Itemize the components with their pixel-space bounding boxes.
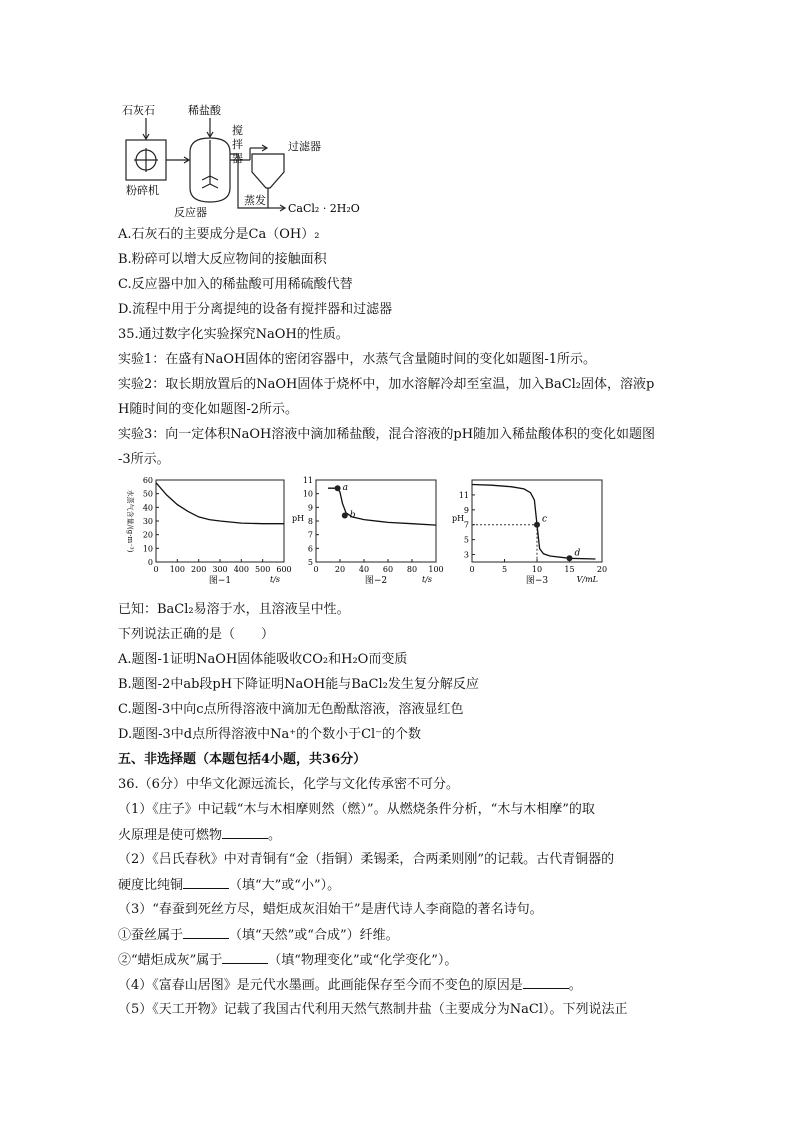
flow-reactor: 反应器: [174, 206, 207, 219]
q36-part4-text: （4）《富春山居图》是元代水墨画。此画能保存至今而不变色的原因是: [118, 978, 523, 993]
y-tick-label: 11: [458, 490, 469, 500]
q36-part1-b-text: 火原理是使可燃物: [118, 828, 223, 843]
flow-stirrer-3: 器: [232, 152, 243, 165]
q35-option-a: A.题图-1证明NaOH固体能吸收CO₂和H₂O而变质: [118, 652, 408, 667]
point-b: [342, 513, 348, 519]
answer-blank-3[interactable]: [183, 926, 229, 939]
flow-filter: 过滤器: [288, 140, 321, 153]
y-tick-label: 7: [307, 530, 313, 540]
q34-option-d: D.流程中用于分离提纯的设备有搅拌器和过滤器: [118, 302, 393, 317]
answer-blank-5[interactable]: [523, 976, 569, 989]
answer-blank-4[interactable]: [222, 951, 268, 964]
q34-option-a: A.石灰石的主要成分是Ca（OH）₂: [118, 227, 320, 242]
flow-product: CaCl₂ · 2H₂O: [288, 202, 360, 215]
section-title: 五、非选择题（本题包括4小题，共36分）: [118, 752, 367, 767]
q36-part2-b-end: （填“大”或“小”）。: [229, 878, 341, 893]
y-tick-label: 9: [307, 503, 313, 513]
y-tick-label: 30: [142, 517, 153, 526]
q36-part1-a: （1）《庄子》中记载“木与木相摩则然（燃）”。从燃烧条件分析，“木与木相摩”的取: [118, 802, 595, 817]
q35-exp3-b: -3所示。: [118, 452, 170, 467]
q36-part3-2-end: （填“物理变化”或“化学变化”）。: [268, 953, 458, 968]
x-axis-label: V/mL: [576, 575, 598, 584]
x-tick-label: 500: [255, 565, 271, 574]
point-d: [567, 555, 573, 561]
y-tick-label: 20: [142, 530, 153, 540]
point-label-c: c: [542, 514, 548, 525]
y-tick-label: 10: [142, 544, 153, 554]
process-flow-diagram: [118, 104, 418, 219]
flow-acid: 稀盐酸: [188, 104, 221, 117]
y-axis-label: pH: [292, 514, 305, 523]
q34-option-c: C.反应器中加入的稀盐酸可用稀硫酸代替: [118, 277, 353, 292]
q36-part3-1-end: （填“天然”或“合成”）纤维。: [229, 928, 399, 943]
x-tick-label: 80: [406, 565, 418, 574]
x-tick-label: 10: [531, 565, 543, 574]
y-tick-label: 50: [142, 489, 153, 499]
q36-part3-1-text: ①蚕丝属于: [118, 928, 184, 943]
q35-stem: 35.通过数字化实验探究NaOH的性质。: [118, 327, 349, 342]
y-tick-label: 6: [307, 544, 313, 554]
x-tick-label: 200: [191, 565, 207, 574]
x-tick-label: 60: [382, 565, 394, 574]
x-tick-label: 0: [469, 565, 475, 574]
q35-exp3-a: 实验3：向一定体积NaOH溶液中滴加稀盐酸，混合溶液的pH随加入稀盐酸体积的变化如题图: [118, 427, 656, 442]
x-tick-label: 15: [564, 565, 575, 574]
x-axis-label: t/s: [269, 575, 280, 584]
point-label-b: b: [349, 510, 356, 521]
y-tick-label: 7: [463, 520, 469, 530]
x-axis-label: t/s: [421, 575, 432, 584]
q35-option-b: B.题图-2中ab段pH下降证明NaOH能与BaCl₂发生复分解反应: [118, 677, 479, 692]
y-axis-label: 水蒸气含量/(g·m⁻³): [126, 489, 134, 553]
q36-part3-2-text: ②“蜡炬成灰”属于: [118, 953, 223, 968]
q36-part3-2: [118, 951, 457, 970]
y-tick-label: 11: [302, 476, 313, 485]
chart-title: 图−2: [364, 576, 388, 586]
q35-option-d: D.题图-3中d点所得溶液中Na⁺的个数小于Cl⁻的个数: [118, 727, 422, 742]
y-tick-label: 8: [307, 517, 313, 526]
y-tick-label: 0: [147, 558, 153, 567]
q36-part2-a: （2）《吕氏春秋》中对青铜有“金（指铜）柔锡柔，合两柔则刚”的记载。古代青铜器的: [118, 852, 615, 867]
q36-part5: （5）《天工开物》记载了我国古代利用天然气熬制井盐（主要成分为NaCl）。下列说法正: [118, 1002, 628, 1017]
flow-limestone: 石灰石: [122, 104, 155, 117]
x-tick-label: 0: [153, 565, 159, 574]
y-tick-label: 9: [463, 505, 469, 515]
answer-blank-2[interactable]: [183, 876, 229, 889]
x-tick-label: 400: [233, 565, 249, 574]
x-tick-label: 600: [276, 565, 292, 574]
q34-option-b: B.粉碎可以增大反应物间的接触面积: [118, 252, 327, 267]
q36-part1-b: [118, 826, 281, 845]
x-tick-label: 0: [313, 565, 319, 574]
q36-part2-b-text: 硬度比纯铜: [118, 878, 184, 893]
y-tick-label: 10: [302, 489, 313, 499]
chart-title: 图−3: [525, 576, 549, 586]
y-tick-label: 5: [307, 558, 313, 567]
q35-known: 已知：BaCl₂易溶于水，且溶液呈中性。: [118, 602, 350, 617]
y-tick-label: 40: [142, 503, 153, 513]
q35-exp2-b: H随时间的变化如题图-2所示。: [118, 402, 299, 417]
q35-ask: 下列说法正确的是（ ）: [118, 627, 275, 642]
x-tick-label: 40: [358, 565, 370, 574]
q36-part3-1: [118, 926, 399, 945]
q36-part1-b-end: 。: [268, 828, 282, 843]
q35-option-c: C.题图-3中向c点所得溶液中滴加无色酚酞溶液，溶液显红色: [118, 702, 464, 717]
flow-evaporate: 蒸发: [244, 194, 266, 207]
x-tick-label: 20: [334, 565, 346, 574]
flow-stirrer-2: 拌: [232, 138, 243, 151]
chart-title: 图−1: [208, 576, 232, 586]
point-label-a: a: [342, 483, 348, 494]
x-tick-label: 100: [428, 565, 444, 574]
x-tick-label: 100: [169, 565, 185, 574]
point-label-d: d: [574, 548, 581, 559]
q35-exp1: 实验1：在盛有NaOH固体的密闭容器中，水蒸气含量随时间的变化如题图-1所示。: [118, 352, 597, 367]
q36-part3: （3）“春蚕到死丝方尽，蜡炬成灰泪始干”是唐代诗人李商隐的著名诗句。: [118, 902, 543, 917]
answer-blank-1[interactable]: [222, 826, 268, 839]
x-tick-label: 20: [596, 565, 608, 574]
q36-part2-b: [118, 876, 340, 895]
chart-fig1: [122, 474, 292, 586]
y-tick-label: 60: [142, 476, 153, 485]
q36-stem: 36.（6分）中华文化源远流长，化学与文化传承密不可分。: [118, 777, 459, 792]
point-a: [335, 485, 341, 491]
q36-part4-end: 。: [568, 978, 582, 993]
filter-funnel: [252, 154, 284, 188]
flow-stirrer-1: 搅: [232, 124, 243, 137]
y-tick-label: 3: [463, 550, 469, 560]
x-tick-label: 5: [501, 565, 508, 574]
q36-part4: [118, 976, 582, 995]
x-tick-label: 300: [212, 565, 228, 574]
y-axis-label: pH: [452, 514, 465, 523]
chart-fig2: [290, 474, 442, 586]
chart-fig3: [450, 474, 610, 586]
q35-exp2-a: 实验2：取长期放置后的NaOH固体于烧杯中，加水溶解冷却至室温，加入BaCl₂固体，溶液p: [118, 377, 655, 392]
flow-crusher: 粉碎机: [126, 184, 159, 197]
y-tick-label: 5: [463, 535, 469, 545]
point-c: [534, 522, 540, 528]
